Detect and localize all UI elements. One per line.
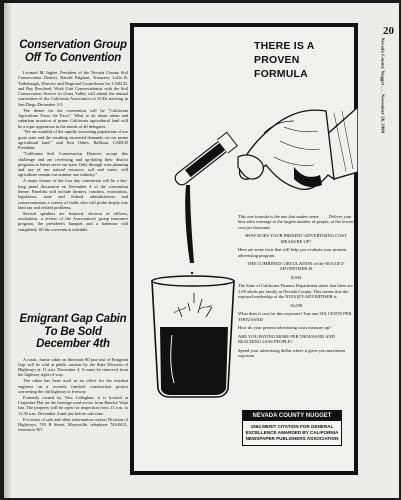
liquid-stream — [185, 185, 194, 263]
beaker-icon — [152, 276, 234, 397]
ad-copy — [238, 214, 354, 362]
test-tube — [172, 132, 238, 188]
story-paragraph: A rustic, frame cabin on Interstate 80 just east of Emigrant Gap will be sold at public auction by the State Division of Highways at 11 a.m. December 4. It must be removed from the highway right-of-way. — [18, 356, 128, 378]
advertisement-box — [130, 23, 358, 475]
story-headline-conservation: Conservation Group Off To Convention — [19, 39, 127, 64]
ad-closing: Spend your advertising dollar where it gives you maximum exposure. — [238, 347, 345, 359]
newspaper-page — [4, 3, 399, 498]
story-paragraph: A major feature of the four day convention will be a day-long panel discussion on December 4 of the convention theme. Panelists will include farmers, ranchers, economists, legislators, state and federal administrators and conservationists a variety of fields who will probe deeply into land use and related problems. — [18, 178, 128, 210]
page-number: 20 — [383, 25, 394, 37]
story-paragraph: Formerly owned by Vera Callaghan, it is located at Carpenter Flat on the frontage road across from Rancho Vista Inn. The property will be open for inspection from 11 a.m. to 11:30 a.m. December 4 and just before sale time. — [18, 394, 128, 416]
story-paragraph: The cabin has been used as an office for the resident engineer on a recently finished construction project converting the old highway to freeway. — [18, 378, 128, 394]
story-headline-emigrant-gap: Emigrant Gap Cabin To Be Sold December 4th — [19, 313, 127, 350]
ad-facts-intro: Here are some facts that will help you evaluate your present advertising program. — [238, 247, 346, 258]
story-body-emigrant-gap — [18, 357, 128, 469]
ad-readership-text: The State of California Finance Department states that there are 1.69 adults per family in Nevada County. This means that the exposed readership of the NUGGET-ADVERTISER is — [238, 283, 353, 300]
award-title: NEVADA COUNTY NUGGET — [243, 411, 341, 421]
ad-measure-up: How do your present advertising costs measure up? — [238, 325, 331, 331]
award-box — [242, 410, 342, 446]
story-body-conservation — [18, 70, 128, 308]
award-citation: 1964 MERIT CITATION FOR GENERAL EXCELLENCE AWARDED BY CALIFORNIA NEWSPAPER PUBLISHERS ASSOCIATION — [245, 424, 339, 441]
ad-question-cost: HOW DOES YOUR PRESENT ADVERTISING COST MEASURE UP? — [245, 233, 347, 244]
ad-intro: This one formula is the one that makes sense . . . . Deliver your best sales message to the largest number of people, at the lowest cost per thousand. — [238, 214, 354, 230]
folio-text: Nevada County Nugget . . . November 26, 1969 — [380, 37, 386, 134]
story-paragraph: "California Soil Conservation Districts accept this challenge and are reviewing and up-dating their district programs to better serve our state. Only through wise planning and use of our natural resource, soil and water, will agriculture remain our number one industry." — [18, 151, 128, 178]
ad-circulation-value: 8,694 — [290, 274, 302, 280]
ad-circulation-label: THE COMBINED CIRCULATION of the NUGGET-ADVERTISER IS — [247, 261, 345, 272]
story-paragraph: For terms of sale and other information contact Division of Highways, 703 B Street, Marysville, telephone 743-0431, extension 307. — [18, 416, 128, 433]
story-paragraph: Leonard M. Inglee, President of the Nevada County Soil Conservation District, Harold Palghart, Treasurer, Leila R. Tuthebaugh, Director and Regional Councilman for CARCD, and Ray Borchard, Work Unit Conservationist with the Soil Conservation Service in Grass Valley will attend the annual convention of the California Association of SCDs meeting in San Diego December 3-5. — [18, 70, 128, 107]
folio-line — [379, 39, 387, 299]
left-column — [18, 39, 128, 469]
page-spine-shadow — [4, 3, 12, 498]
ad-headline: THERE IS A PROVEN FORMULA — [254, 40, 315, 80]
story-paragraph: "We are mindful of the rapidly increasing population of our great state and the resulting increased demands on our prime agricultural land," said Ken Oakes, Ballston, CARCD President. — [18, 129, 128, 151]
ad-readership-value: 16,058 — [289, 302, 303, 308]
ad-paying-more: ARE YOU PAYING MORE PER THOUSAND AND REACHING LESS PEOPLE? — [238, 333, 335, 345]
story-paragraph: The theme for the convention will be "California Agriculture Faces the Facts". What to do about urban and suburban invasion of prime California agricultural land will be a topic uppermost in the minds of all delegates. — [18, 107, 128, 129]
ad-cost-per-thousand: What does it cost for this exposure? Just one SIX CENTS PER THOUSAND — [238, 311, 352, 322]
story-paragraph: Several speakers are featured, election of officers, resolutions, a review of the Association's group insurance program, the president's banquet and a barbecue will completely fill the convention schedule. — [18, 210, 128, 232]
